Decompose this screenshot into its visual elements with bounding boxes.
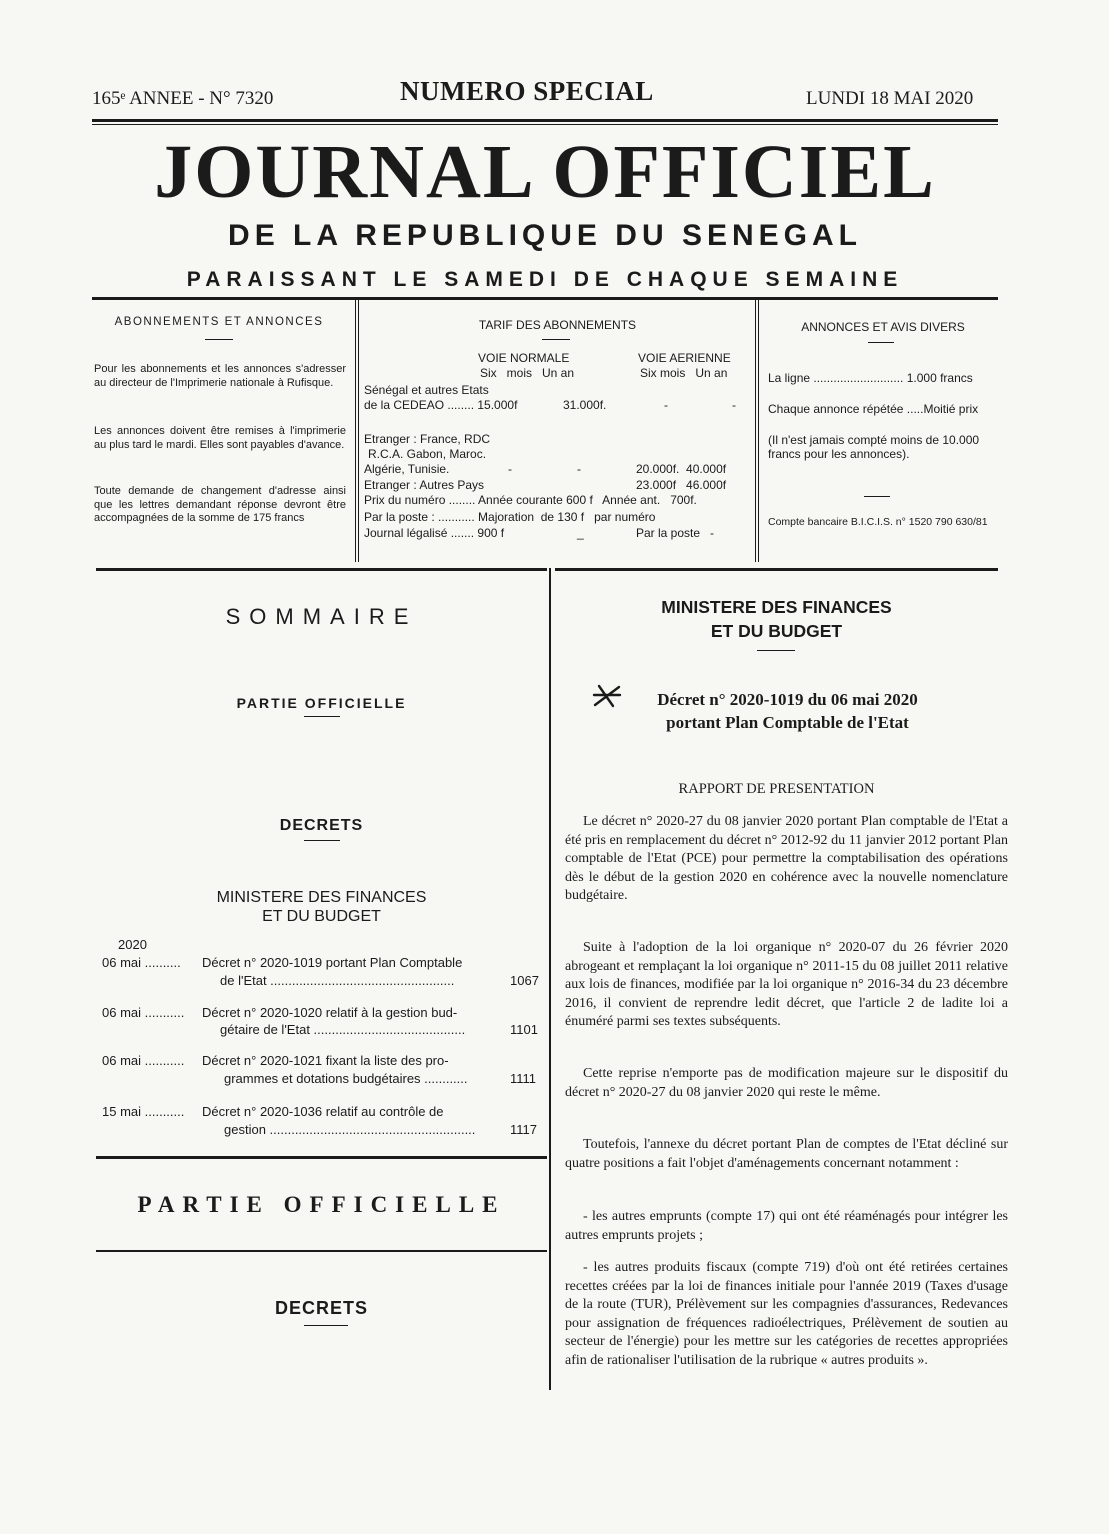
tariff-row2-b: R.C.A. Gabon, Maroc. — [368, 447, 487, 461]
summary-ministry-line2: ET DU BUDGET — [262, 908, 381, 925]
bank-account: Compte bancaire B.I.C.I.S. n° 1520 790 630/81 — [768, 516, 988, 528]
report-bullet-2: - les autres produits fiscaux (compte 719) d'où ont été retirées certaines recettes créées par la loi de finances initiale pour l'année 2019 (Taxes d'usage de la route (TUR), Prélèvement sur les compagnies d'assurances, Redevances pour assignation de fréquences radioélectriques, Prélèvement de soutien au secteur de l'énergie) pour les mettre sur les catégories de recettes appropriées afin de rationaliser l'utilisation de la rubrique « autres produits ». — [565, 1260, 1008, 1368]
tariff-row5: Par la poste : ........... Majoration de 130 f par numéro — [364, 510, 656, 524]
tariff-row2-f: 20.000f. 40.000f — [636, 462, 727, 476]
decree-title-line1: Décret n° 2020-1019 du 06 mai 2020 — [657, 690, 918, 709]
tariff-row6-c: Par la poste - — [636, 526, 715, 540]
box-divider-1 — [355, 300, 356, 562]
notices-rule — [864, 496, 890, 497]
summary-ministry-line1: MINISTERE DES FINANCES — [216, 889, 427, 906]
tariff-row1-a: Sénégal et autres Etats — [364, 383, 489, 397]
subscriptions-text-2: Les annonces doivent être remises à l'imprimerie au plus tard le mardi. Elles sont payables d'avance. — [94, 425, 346, 451]
report-paragraph-1: Le décret n° 2020-27 du 08 janvier 2020 portant Plan comptable de l'Etat a été pris en remplacement du décret n° 2012-92 du 11 janvier 2012 portant Plan comptable de l'Etat (PCE) pour permettre la comptabilisation des opérations dès le début de la gestion 2020 en cohérence avec la nouvelle nomenclature budgétaire. — [565, 814, 1008, 903]
summary-entry-3-line1: Décret n° 2020-1021 fixant la liste des pro- — [202, 1053, 449, 1068]
summary-decrets-rule — [304, 840, 340, 841]
issue-number: 165ᵉ ANNEE - N° 7320 — [92, 88, 274, 109]
voie-aerienne-periods: Six mois Un an — [640, 366, 728, 380]
tariff-row1-b: de la CEDEAO ........ 15.000f — [364, 398, 518, 412]
decree-title-line2: portant Plan Comptable de l'Etat — [666, 713, 909, 732]
summary-entry-2-date: 06 mai ........... — [102, 1005, 185, 1020]
subscriptions-heading-rule — [205, 339, 233, 340]
summary-entry-1-page: 1067 — [510, 973, 539, 988]
journal-title: JOURNAL OFFICIEL — [154, 130, 936, 214]
summary-decrets-heading: DECRETS — [279, 817, 364, 834]
summary-entry-2-page: 1101 — [510, 1022, 538, 1037]
left-column-top-rule — [96, 568, 547, 571]
summary-entry-4-line2: gestion ......................................................... — [224, 1122, 476, 1137]
tariff-row3-a: Etranger : Autres Pays — [364, 478, 485, 492]
tariff-row3-b: 23.000f 46.000f — [636, 478, 727, 492]
tariff-row6-a: Journal légalisé ....... 900 f — [364, 526, 505, 540]
report-bullet-1: - les autres emprunts (compte 17) qui ont été réaménagés pour intégrer les autres emprunts projets ; — [565, 1209, 1008, 1243]
tariff-row4: Prix du numéro ........ Année courante 600 f Année ant. 700f. — [364, 493, 697, 507]
tariff-row2-a: Etranger : France, RDC — [364, 432, 491, 446]
tariff-row2-c: Algérie, Tunisie. — [364, 462, 450, 476]
official-part-heading: PARTIE OFFICIELLE — [137, 1192, 506, 1217]
summary-entry-1-line2: de l'Etat ................................................... — [220, 973, 455, 988]
notices-minimum: (Il n'est jamais compté moins de 10.000 francs pour les annonces). — [768, 433, 980, 461]
tariff-heading-rule — [542, 339, 570, 340]
voie-normale-periods: Six mois Un an — [480, 366, 575, 380]
subscriptions-heading: ABONNEMENTS ET ANNONCES — [114, 316, 324, 328]
summary-entry-2-line1: Décret n° 2020-1020 relatif à la gestion bud- — [202, 1005, 458, 1020]
summary-entry-1-date: 06 mai .......... — [102, 955, 181, 970]
header-rule-top — [92, 119, 998, 122]
tariff-row1-e: - — [732, 398, 736, 412]
summary-entry-3-line2: grammes et dotations budgétaires ............ — [224, 1071, 468, 1086]
subscriptions-text-1: Pour les abonnements et les annonces s'adresser au directeur de l'Imprimerie nationale à Rufisque. — [94, 363, 346, 389]
summary-entry-3-page: 1111 — [510, 1071, 537, 1086]
notices-heading: ANNONCES ET AVIS DIVERS — [801, 320, 965, 334]
summary-year: 2020 — [118, 937, 147, 952]
box-divider-2 — [755, 300, 756, 562]
right-column-top-rule — [555, 568, 998, 571]
header-rule-bottom — [92, 297, 998, 300]
notices-repeat-price: Chaque annonce répétée .....Moitié prix — [768, 402, 979, 416]
summary-entry-4-page: 1117 — [510, 1122, 537, 1137]
summary-entry-1-line1: Décret n° 2020-1019 portant Plan Comptable — [202, 955, 463, 970]
summary-entry-4-date: 15 mai ........... — [102, 1104, 185, 1119]
official-part-rule — [96, 1250, 547, 1252]
tariff-heading: TARIF DES ABONNEMENTS — [478, 318, 637, 332]
report-paragraph-4: Toutefois, l'annexe du décret portant Plan de comptes de l'Etat décliné sur quatre positions a fait l'objet d'aménagements concernant notamment : — [565, 1137, 1008, 1171]
voie-aerienne-label: VOIE AERIENNE — [638, 351, 731, 365]
ministry-heading-line1: MINISTERE DES FINANCES — [661, 597, 892, 617]
tariff-row1-d: - — [664, 398, 668, 412]
tariff-row2-d: - — [508, 462, 512, 476]
column-divider — [549, 568, 551, 1390]
summary-entry-4-line1: Décret n° 2020-1036 relatif au contrôle de — [202, 1104, 444, 1119]
report-paragraph-3: Cette reprise n'emporte pas de modification majeure sur le dispositif du décret n° 2020-27 du 08 janvier 2020 qui reste le même. — [565, 1066, 1008, 1100]
journal-subtitle: DE LA REPUBLIQUE DU SENEGAL — [228, 219, 862, 252]
tariff-row2-e: - — [577, 462, 581, 476]
journal-tagline: PARAISSANT LE SAMEDI DE CHAQUE SEMAINE — [186, 268, 904, 291]
decrets-heading: DECRETS — [274, 1298, 368, 1318]
box-divider-2b — [758, 300, 759, 562]
summary-end-rule — [96, 1156, 547, 1159]
issue-date: LUNDI 18 MAI 2020 — [806, 88, 974, 109]
tariff-row1-c: 31.000f. — [563, 398, 607, 412]
tariff-row6-b: _ — [577, 526, 584, 540]
summary-official-rule — [304, 716, 340, 717]
special-issue-label: NUMERO SPECIAL — [400, 76, 654, 106]
presentation-report-heading: RAPPORT DE PRESENTATION — [678, 781, 875, 797]
summary-official-part: PARTIE OFFICIELLE — [236, 695, 407, 711]
box-divider-1b — [358, 300, 359, 562]
subscriptions-text-3: Toute demande de changement d'adresse ainsi que les lettres demandant réponse devront être accompagnées de la somme de 175 francs — [94, 485, 346, 524]
notices-line-price: La ligne ........................... 1.000 francs — [768, 371, 973, 385]
summary-entry-3-date: 06 mai ........... — [102, 1053, 185, 1068]
summary-entry-2-line2: gétaire de l'Etat .......................................... — [220, 1022, 466, 1037]
voie-normale-label: VOIE NORMALE — [478, 351, 570, 365]
ministry-heading-line2: ET DU BUDGET — [710, 621, 843, 641]
summary-title: SOMMAIRE — [225, 604, 418, 629]
notices-heading-rule — [868, 342, 894, 343]
report-paragraph-2: Suite à l'adoption de la loi organique n° 2020-07 du 26 février 2020 abrogeant et remplaçant la loi organique n° 2011-15 du 08 juillet 2011 relative aux lois de finances, modifiée par la loi organique n° 2016-34 du 23 décembre 2016, il convient de reprendre ledit décret, que l'article 2 de ladite loi a énuméré parmi ses textes subséquents. — [565, 940, 1008, 1029]
decrets-rule — [304, 1325, 348, 1326]
ministry-heading-rule — [757, 650, 795, 651]
